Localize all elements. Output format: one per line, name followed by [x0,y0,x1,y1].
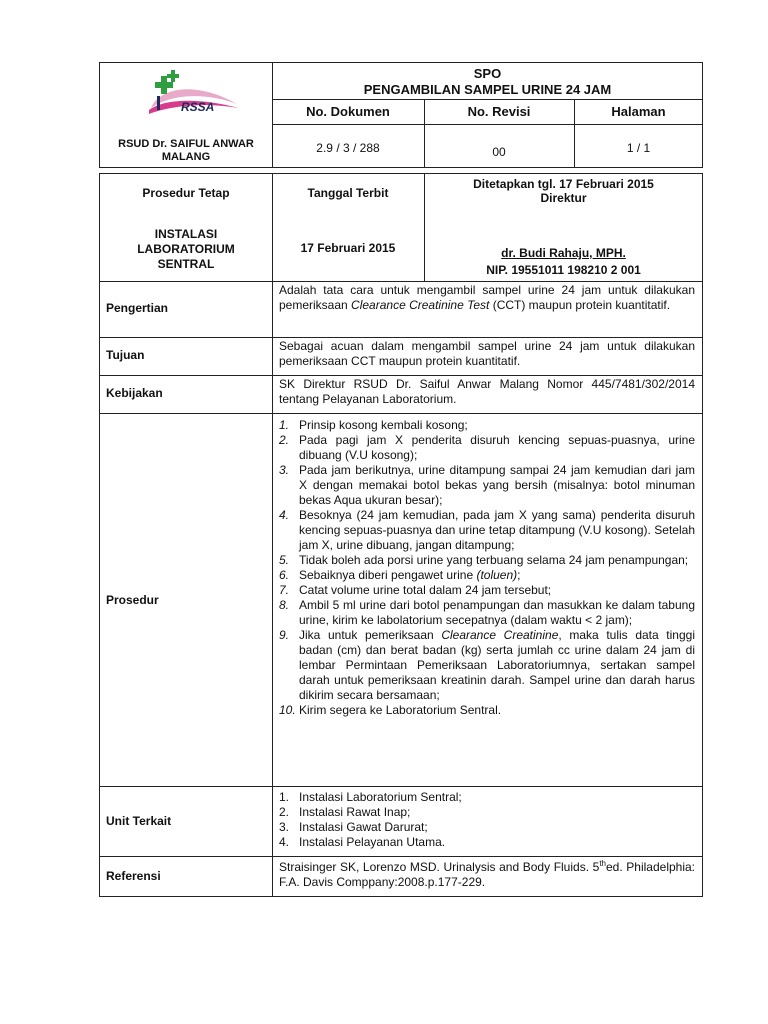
org-name: RSUD Dr. SAIFUL ANWAR MALANG [118,138,254,163]
tujuan-text: Sebagai acuan dalam mengambil sampel urine 24 jam untuk dilakukan pemeriksaan CCT maupun protein kuantitatif. [279,339,695,368]
val-revisi: 00 [492,145,506,159]
list-item: 6. Sebaiknya diberi pengawet urine (toluen); [279,568,521,582]
val-halaman: 1 / 1 [626,141,651,155]
logo-text: RSSA [181,100,215,114]
kebijakan-label: Kebijakan [106,386,163,400]
list-item: 7. Catat volume urine total dalam 24 jam tersebut; [279,583,552,597]
referensi-text: Straisinger SK, Lorenzo MSD. Urinalysis and Body Fluids. 5thed. Philadelphia: F.A. Davis Comppany:2008.p.177-229. [279,859,696,889]
direktur: Direktur [540,191,587,205]
unit-terkait-list [279,790,695,850]
list-item: 5. Tidak boleh ada porsi urine yang terbuang selama 24 jam penampungan; [279,553,689,567]
list-item: 1. Instalasi Laboratorium Sentral; [279,790,462,804]
list-item: 3. Pada jam berikutnya, urine ditampung sampai 24 jam kemudian dari jam X dengan memakai botol bekas yang bersih (misalnya: botol minuman bekas Aqua ukuran besar); [279,463,695,507]
col-dokumen: No. Dokumen [306,104,390,119]
list-item: 4. Instalasi Pelayanan Utama. [279,835,446,849]
list-item: 1. Prinsip kosong kembali kosong; [279,418,468,432]
unit-name: INSTALASI LABORATORIUM SENTRAL [137,227,235,271]
list-item: 2. Pada pagi jam X penderita disuruh kencing sepuas-puasnya, urine dibuang (V.U kosong); [279,433,695,462]
list-item: 4. Besoknya (24 jam kemudian, pada jam X yang sama) penderita disuruh kencing sepuas-puasnya dan urine tetap ditampung (V.U kosong). Setelah jam X, urine dibuang, jangan ditampung; [279,508,695,552]
doc-type: SPO [473,66,502,81]
unit-terkait-label: Unit Terkait [106,814,172,828]
tujuan-label: Tujuan [106,348,145,362]
signer-name: dr. Budi Rahaju, MPH. [501,246,626,260]
list-item: 9. Jika untuk pemeriksaan Clearance Creatinine, maka tulis data tinggi badan (cm) dan berat badan (kg) serta jumlah cc urine dalam 24 jam di lembar Permintaan Pemeriksaan Laboratoriumnya, sertakan sampel darah untuk pemeriksaan kreatinin darah. Sampel urine dan darah harus dikirim secara bersamaan; [279,628,695,702]
prosedur-tetap-label: Prosedur Tetap [142,186,230,200]
list-item: 10. Kirim segera ke Laboratorium Sentral. [279,703,502,717]
hospital-logo [145,68,245,130]
list-item: 3. Instalasi Gawat Darurat; [279,820,428,834]
list-item: 2. Instalasi Rawat Inap; [279,805,411,819]
referensi-label: Referensi [106,869,161,883]
rssa-logo-icon [145,68,245,130]
signer-nip: NIP. 19551011 198210 2 001 [486,263,641,277]
ditetapkan: Ditetapkan tgl. 17 Februari 2015 [473,177,654,191]
list-item: 8. Ambil 5 ml urine dari botol penampungan dan masukkan ke dalam tabung urine, kirim ke labolatorium secepatnya (dalam waktu < 2 jam); [279,598,695,627]
prosedur-label: Prosedur [106,593,159,607]
prosedur-list [279,418,695,718]
pengertian-label: Pengertian [106,301,169,315]
val-dokumen: 2.9 / 3 / 288 [316,141,380,155]
tanggal-terbit-value: 17 Februari 2015 [300,241,396,255]
col-revisi: No. Revisi [467,104,531,119]
doc-title: PENGAMBILAN SAMPEL URINE 24 JAM [363,82,612,97]
tanggal-terbit-label: Tanggal Terbit [307,186,389,200]
pengertian-text: Adalah tata cara untuk mengambil sampel urine 24 jam untuk dilakukan pemeriksaan Clearance Creatinine Test (CCT) maupun protein kuantitatif. [279,283,695,312]
col-halaman: Halaman [611,104,666,119]
kebijakan-text: SK Direktur RSUD Dr. Saiful Anwar Malang Nomor 445/7481/302/2014 tentang Pelayanan Laboratorium. [279,377,695,406]
